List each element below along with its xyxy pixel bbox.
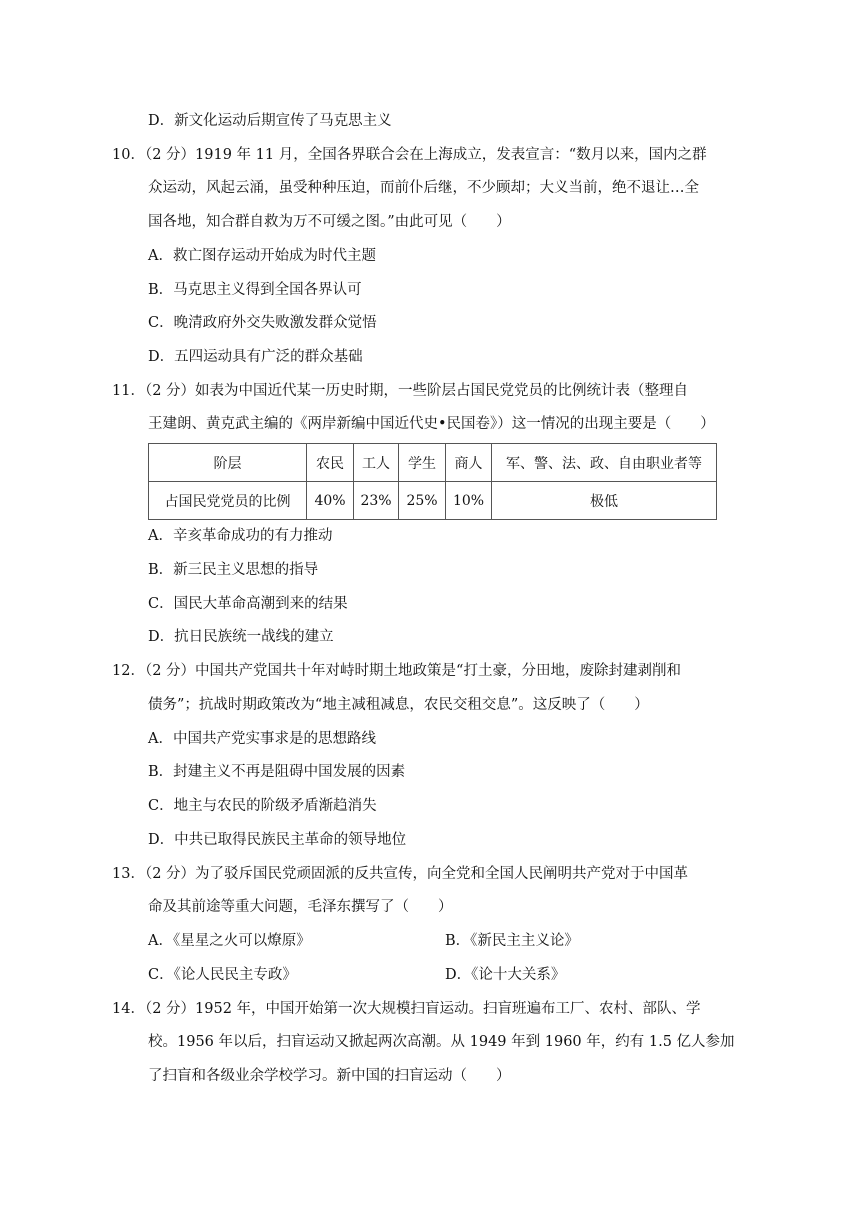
q14-stem-line-1: 14．（2 分）1952 年，中国开始第一次大规模扫盲运动。扫盲班遍布工厂、农村、部队、学 [112,1001,701,1017]
table-header-row [149,444,717,482]
q13-option-a: A．《星星之火可以燎原》 [148,933,311,949]
q11-option-a: A．辛亥革命成功的有力推动 [148,528,333,544]
q11-option-d: D．抗日民族统一战线的建立 [148,629,334,645]
q12-option-a: A．中国共产党实事求是的思想路线 [148,731,376,747]
q11-stem-line-2: 王建朗、黄克武主编的《两岸新编中国近代史•民国卷》）这一情况的出现主要是（ ） [148,416,715,432]
table-cell: 极低 [492,482,717,520]
q10-stem-line-3: 国各地，知合群自救为万不可缓之图。”由此可见（ ） [148,214,511,230]
q12-option-b: B．封建主义不再是阻碍中国发展的因素 [148,764,406,780]
q11-option-c: C．国民大革命高潮到来的结果 [148,596,348,612]
q13-option-d: D．《论十大关系》 [445,967,566,983]
q12-stem-line-2: 债务”；抗战时期政策改为“地主减租减息，农民交租交息”。这反映了（ ） [148,697,649,713]
table-cell: 40% [307,482,354,520]
q12-stem-line-1: 12．（2 分）中国共产党国共十年对峙时期土地政策是“打土豪，分田地，废除封建剥削和 [112,663,681,679]
q10-stem-line-1: 10．（2 分）1919 年 11 月，全国各界联合会在上海成立，发表宣言：“数月以来，国内之群 [112,147,707,163]
table-header-cell: 工人 [354,444,399,482]
q13-option-c: C．《论人民民主专政》 [148,967,297,983]
q11-option-b: B．新三民主义思想的指导 [148,562,319,578]
table-header-cell: 阶层 [149,444,307,482]
table-row [149,482,717,520]
q12-option-d: D．中共已取得民族民主革命的领导地位 [148,832,407,848]
q10-option-c: C．晚清政府外交失败激发群众觉悟 [148,315,377,331]
q13-stem-line-1: 13．（2 分）为了驳斥国民党顽固派的反共宣传，向全党和全国人民阐明共产党对于中国革 [112,866,689,882]
table-cell: 占国民党党员的比例 [149,482,307,520]
q14-stem-line-2: 校。1956 年以后，扫盲运动又掀起两次高潮。从 1949 年到 1960 年，约有 1.5 亿人参加 [148,1034,735,1050]
q9-option-d: D．新文化运动后期宣传了马克思主义 [148,113,392,129]
party-member-ratio-table [148,443,717,520]
q14-stem-line-3: 了扫盲和各级业余学校学习。新中国的扫盲运动（ ） [148,1068,511,1084]
table-header-cell: 商人 [446,444,492,482]
q11-stem-line-1: 11．（2 分）如表为中国近代某一历史时期，一些阶层占国民党党员的比例统计表（整理自 [112,383,689,399]
table-cell: 10% [446,482,492,520]
table-header-cell: 学生 [399,444,446,482]
q10-option-d: D．五四运动具有广泛的群众基础 [148,349,363,365]
q10-option-b: B．马克思主义得到全国各界认可 [148,282,362,298]
table-cell: 23% [354,482,399,520]
q12-option-c: C．地主与农民的阶级矛盾渐趋消失 [148,798,377,814]
table-cell: 25% [399,482,446,520]
table-header-cell: 军、警、法、政、自由职业者等 [492,444,717,482]
table-header-cell: 农民 [307,444,354,482]
q13-option-b: B．《新民主主义论》 [445,933,579,949]
q10-stem-line-2: 众运动，风起云涌，虽受种种压迫，而前仆后继，不少顾却；大义当前，绝不退让…全 [148,180,699,196]
q13-stem-line-2: 命及其前途等重大问题，毛泽东撰写了（ ） [148,899,453,915]
q10-option-a: A．救亡图存运动开始成为时代主题 [148,248,376,264]
